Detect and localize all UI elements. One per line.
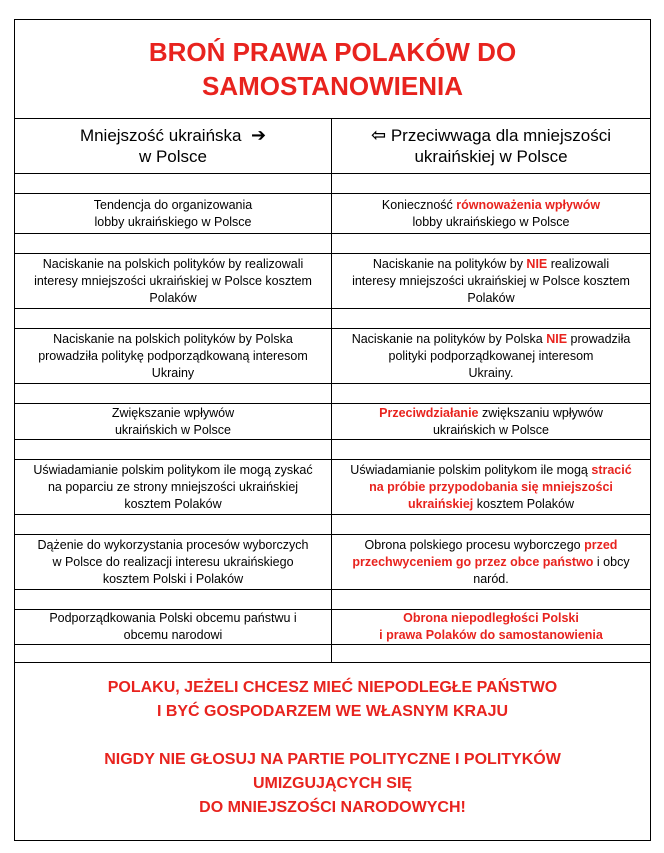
row6-right-pre: Obrona polskiego procesu wyborczego xyxy=(364,537,585,552)
row7-right-red2: i prawa Polaków do samostanowienia xyxy=(379,628,603,642)
row3-right-post: prowadziła xyxy=(567,331,631,346)
arrow-left-icon: ⇦ xyxy=(371,125,387,145)
row4-right-post: zwiększaniu wpływów xyxy=(478,405,603,420)
title-line-1: BROŃ PRAWA POLAKÓW DO xyxy=(148,37,517,67)
arrow-right-icon: ➔ xyxy=(250,125,267,145)
row1-right-pre: Konieczność xyxy=(381,197,457,212)
title-line-2: SAMOSTANOWIENIA xyxy=(202,71,463,101)
row1-left-line2: lobby ukraińskiego w Polsce xyxy=(94,214,252,229)
spacer-row xyxy=(15,645,650,663)
footer-line-1: POLAKU, JEŻELI CHCESZ MIEĆ NIEPODLEGŁE PAŃSTWO xyxy=(107,679,558,696)
table-row xyxy=(15,535,650,590)
row1-left-line1: Tendencja do organizowania xyxy=(93,197,253,212)
header-left-text: Mniejszość ukraińska xyxy=(79,126,242,145)
table-row xyxy=(15,404,650,440)
page-title xyxy=(15,20,650,119)
footer-line-4: UMIZGUJĄCYCH SIĘ xyxy=(252,775,413,792)
row5-left-line1: Uświadamianie polskim politykom ile mogą zyskać xyxy=(33,462,313,477)
row4-right-red: Przeciwdziałanie xyxy=(379,405,479,420)
row6-right-red: przed xyxy=(584,537,618,552)
table-row xyxy=(15,329,650,384)
spacer-row xyxy=(15,440,650,460)
row3-left-line3: Ukrainy xyxy=(151,365,195,380)
footer-line-5: DO MNIEJSZOŚCI NARODOWYCH! xyxy=(199,799,466,816)
row5-left-line3: kosztem Polaków xyxy=(124,496,222,511)
header-right-text: Przeciwwaga dla mniejszości xyxy=(390,126,611,145)
header-right-line-2: ukraińskiej w Polsce xyxy=(414,147,568,166)
row2-left-line3: Polaków xyxy=(149,290,197,305)
row5-right-pre: Uświadamianie polskim politykom ile mogą xyxy=(350,462,592,477)
header-right xyxy=(332,119,650,173)
row7-right-red: Obrona niepodległości Polski xyxy=(403,611,579,625)
row6-right-red2: przechwyceniem go przez obce państwo xyxy=(352,554,594,569)
spacer-row xyxy=(15,384,650,404)
document-frame xyxy=(14,19,651,841)
row6-right-line3: naród. xyxy=(473,571,509,586)
table-row xyxy=(15,194,650,234)
row3-right-line2: polityki podporządkowanej interesom xyxy=(388,348,594,363)
row2-right-line3: Polaków xyxy=(467,290,515,305)
row3-right-pre: Naciskanie na polityków by Polska xyxy=(351,331,547,346)
footer-line-2: I BYĆ GOSPODARZEM WE WŁASNYM KRAJU xyxy=(156,703,509,720)
row2-right-post: realizowali xyxy=(547,256,610,271)
row3-right-red: NIE xyxy=(546,331,568,346)
spacer-row xyxy=(15,174,650,194)
row6-left-line2: w Polsce do realizacji interesu ukraińskiego xyxy=(52,554,294,569)
row5-left-line2: na poparciu ze strony mniejszości ukraińskiej xyxy=(47,479,299,494)
row5-right-red: stracić xyxy=(591,462,632,477)
table-row xyxy=(15,610,650,645)
row5-right-red2: na próbie przypodobania się mniejszości xyxy=(369,479,613,494)
row2-right-line2: interesy mniejszości ukraińskiej w Polsce kosztem xyxy=(352,273,630,288)
row3-left-line1: Naciskanie na polskich polityków by Polska xyxy=(53,331,293,346)
footer-line-3: NIGDY NIE GŁOSUJ NA PARTIE POLITYCZNE I POLITYKÓW xyxy=(104,751,561,768)
table-row xyxy=(15,460,650,515)
row2-right-pre: Naciskanie na polityków by xyxy=(372,256,527,271)
spacer-row xyxy=(15,515,650,535)
spacer-row xyxy=(15,309,650,329)
row3-right-line3: Ukrainy. xyxy=(468,365,514,380)
row5-right-post3: kosztem Polaków xyxy=(473,496,575,511)
row6-left-line3: kosztem Polski i Polaków xyxy=(102,571,244,586)
spacer-row xyxy=(15,590,650,610)
row4-left-line1: Zwiększanie wpływów xyxy=(111,405,235,420)
row2-right-red: NIE xyxy=(526,256,548,271)
row2-left-line2: interesy mniejszości ukraińskiej w Polsce kosztem xyxy=(34,273,312,288)
row6-right-post2: i obcy xyxy=(593,554,630,569)
row3-left-line2: prowadziła politykę podporządkowaną interesom xyxy=(38,348,308,363)
column-headers xyxy=(15,119,650,174)
row7-left-line1: Podporządkowania Polski obcemu państwu i xyxy=(49,611,297,625)
row1-right-red: równoważenia wpływów xyxy=(456,197,601,212)
row6-left-line1: Dążenie do wykorzystania procesów wyborczych xyxy=(37,537,309,552)
row1-right-line2: lobby ukraińskiego w Polsce xyxy=(412,214,570,229)
row2-left-line1: Naciskanie na polskich polityków by realizowali xyxy=(42,256,304,271)
appeal-footer xyxy=(15,663,650,842)
spacer-row xyxy=(15,234,650,254)
row5-right-red3: ukraińskiej xyxy=(407,496,474,511)
row4-left-line2: ukraińskich w Polsce xyxy=(114,422,231,437)
header-left xyxy=(15,119,332,173)
table-row xyxy=(15,254,650,309)
header-left-line-2: w Polsce xyxy=(138,147,207,166)
row4-right-line2: ukraińskich w Polsce xyxy=(432,422,549,437)
row7-left-line2: obcemu narodowi xyxy=(123,628,223,642)
